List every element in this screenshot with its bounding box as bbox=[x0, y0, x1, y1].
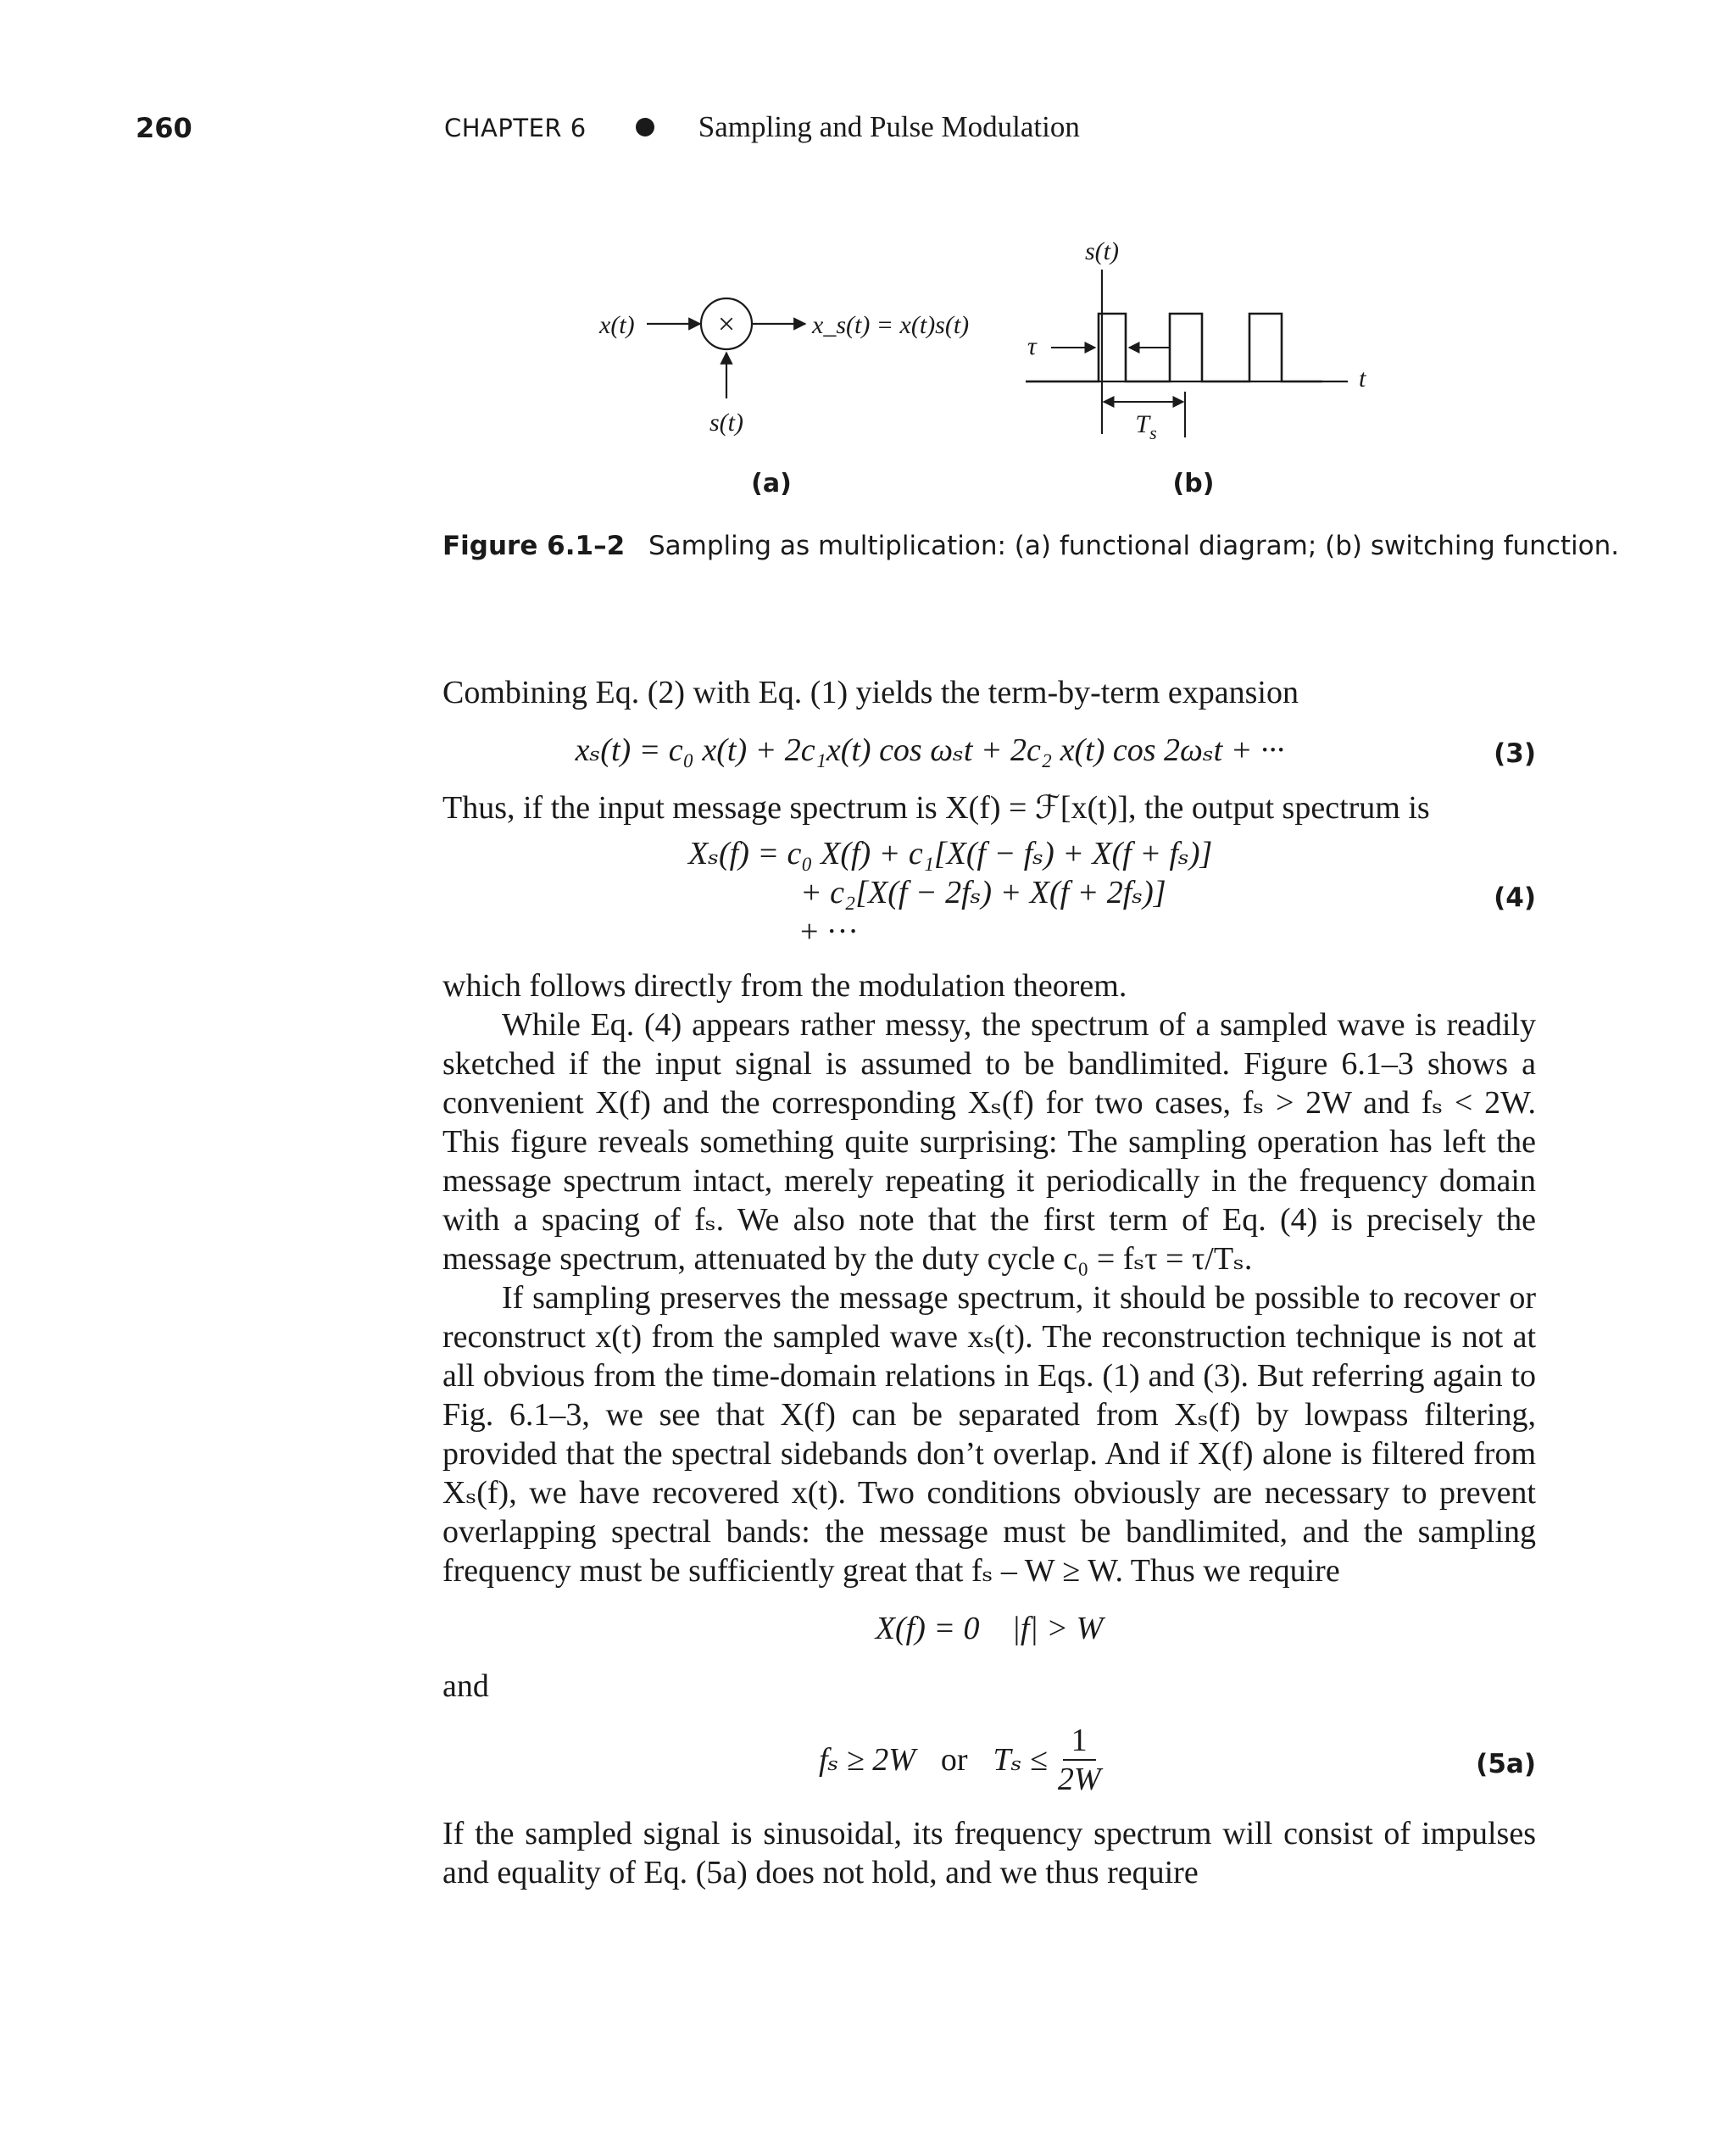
paragraph-modulation-theorem: which follows directly from the modulation theorem. bbox=[442, 968, 1127, 1004]
chapter-label: CHAPTER 6 bbox=[444, 114, 587, 142]
pulse-width-label: τ bbox=[1027, 332, 1037, 360]
equation-4 bbox=[442, 834, 1536, 951]
equation-5a-number: (5a) bbox=[1476, 1749, 1536, 1779]
multiplier-symbol: × bbox=[717, 307, 736, 341]
equation-5a-left: fₛ ≥ 2W bbox=[819, 1742, 915, 1778]
paragraph-sinusoidal: If the sampled signal is sinusoidal, its frequency spectrum will consist of impulses and equality of Eq. (5a) does not hold, and we thus require bbox=[442, 1816, 1536, 1890]
equation-bandlimit-expression: X(f) = 0 |f| > W bbox=[875, 1611, 1104, 1646]
page-number: 260 bbox=[136, 112, 192, 144]
equation-3-number: (3) bbox=[1494, 738, 1536, 769]
equation-5a-expression bbox=[819, 1719, 1100, 1801]
period-label: $T_s$ bbox=[1135, 410, 1157, 443]
equation-5a-numerator: 1 bbox=[1063, 1722, 1096, 1761]
figure-caption bbox=[442, 531, 1619, 561]
equation-3-expression: xₛ(t) = c₀ x(t) + 2c₁x(t) cos ωₛt + 2c₂ x(t) cos 2ωₛt + ··· bbox=[575, 732, 1285, 768]
panel-a-label: (a) bbox=[751, 469, 792, 498]
paragraph-bandlimited: While Eq. (4) appears rather messy, the spectrum of a sampled wave is readily sketched if the input signal is assumed to be bandlimited. Figure 6.1–3 shows a convenient X(f) and the corresponding Xₛ(f) for two cases, fₛ > 2W and fₛ < 2W. This figure reveals something quite surprising: The sampling operation has left the message spectrum intact, merely repeating it periodically in the frequency domain with a spacing of fₛ. We also note that the first term of Eq. (4) is precisely the message spectrum, attenuated by the duty cycle c₀ = fₛτ = τ/Tₛ. bbox=[442, 1007, 1536, 1277]
diagram-a bbox=[598, 298, 969, 498]
equation-5a-ts: Tₛ ≤ bbox=[993, 1742, 1048, 1778]
equation-4-number: (4) bbox=[1494, 882, 1536, 913]
output-signal-label: x_s(t) = x(t)s(t) bbox=[812, 311, 970, 339]
switching-function-label: s(t) bbox=[1085, 237, 1119, 265]
equation-bandlimit bbox=[442, 1609, 1536, 1648]
equation-5a-denominator: 2W bbox=[1057, 1762, 1101, 1797]
paragraph-reconstruction: If sampling preserves the message spectrum, it should be possible to recover or reconstruct x(t) from the sampled wave xₛ(t). The reconstruction technique is not at all obvious from the time-domain relations in Eqs. (1) and (3). But referring again to Fig. 6.1–3, we see that X(f) can be separated from Xₛ(f) by lowpass filtering, provided that the spectral sidebands don’t overlap. And if X(f) alone is filtered from Xₛ(f), we have recovered x(t). Two conditions obviously are necessary to prevent overlapping spectral bands: the message must be bandlimited, and the sampling frequency must be sufficiently great that fₛ – W ≥ W. Thus we require bbox=[442, 1280, 1536, 1589]
equation-5a-fraction bbox=[1058, 1722, 1101, 1798]
panel-b-label: (b) bbox=[1172, 469, 1215, 498]
equation-4-line-3: + ··· bbox=[800, 914, 859, 949]
equation-5a bbox=[442, 1719, 1536, 1801]
equation-5a-or: or bbox=[940, 1742, 968, 1778]
figure-6-1-2 bbox=[0, 0, 1736, 526]
figure-caption-text: Sampling as multiplication: (a) functional diagram; (b) switching function. bbox=[648, 531, 1620, 561]
figure-caption-label: Figure 6.1–2 bbox=[442, 531, 626, 561]
paragraph-intro: Combining Eq. (2) with Eq. (1) yields the term-by-term expansion bbox=[442, 675, 1299, 710]
paragraph-spectrum: Thus, if the input message spectrum is X(f) = ℱ[x(t)], the output spectrum is bbox=[442, 790, 1430, 826]
equation-3 bbox=[442, 731, 1536, 770]
body-text bbox=[442, 673, 1536, 1892]
chapter-title: Sampling and Pulse Modulation bbox=[698, 110, 1080, 143]
diagram-b bbox=[1026, 237, 1366, 498]
time-axis-label: t bbox=[1359, 365, 1366, 392]
word-and: and bbox=[442, 1668, 489, 1704]
switch-signal-label: s(t) bbox=[709, 409, 743, 437]
input-signal-label: x(t) bbox=[599, 311, 635, 339]
equation-4-line-2: + c₂[X(f − 2fₛ) + X(f + 2fₛ)] bbox=[800, 875, 1166, 910]
equation-4-line-1: Xₛ(f) = c₀ X(f) + c₁[X(f − fₛ) + X(f + fₛ)] bbox=[688, 836, 1213, 871]
